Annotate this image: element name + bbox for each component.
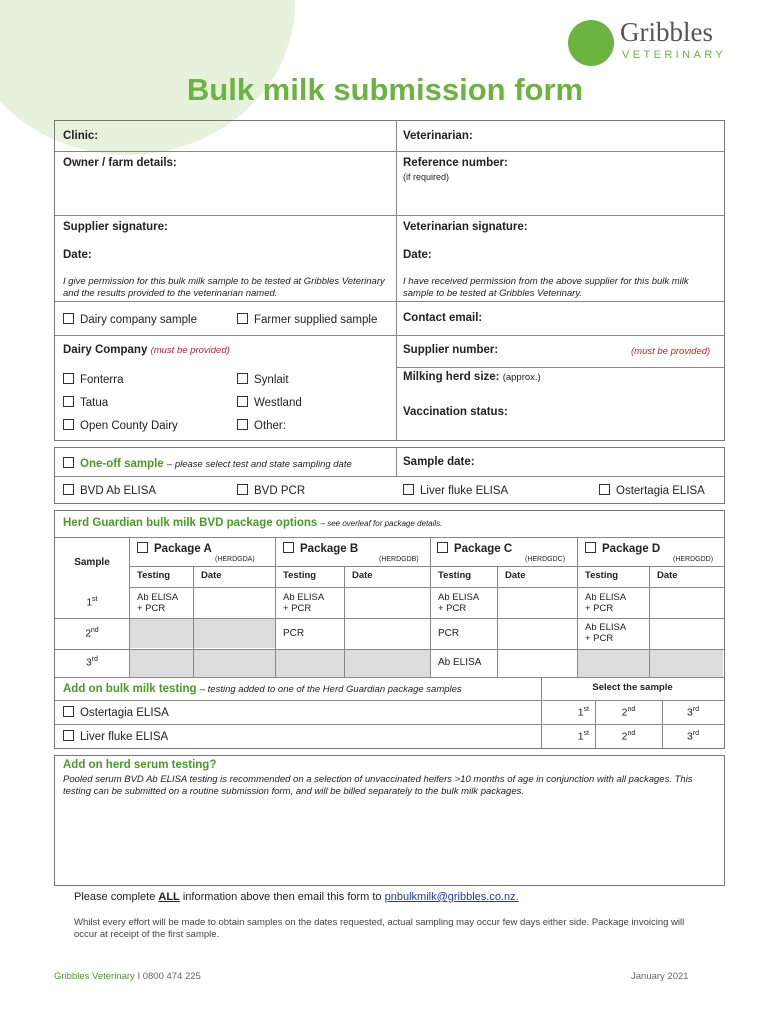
footer-company: Gribbles Veterinary I 0800 474 225 [54,971,201,982]
herd-guardian-section [54,510,725,749]
brand-name: Gribbles [620,17,713,47]
herd-serum-section [54,755,725,886]
footer-date: January 2021 [631,971,689,982]
liver-fluke-3rd-option[interactable]: 3rd [686,730,700,743]
ostertagia-3rd-option[interactable]: 3rd [686,706,700,719]
open-county-dairy-checkbox[interactable]: Open County Dairy [63,419,178,432]
westland-checkbox[interactable]: Westland [237,396,302,409]
clinic-field[interactable]: Clinic: [63,130,99,142]
email-instruction: Please complete ALL information above then email this form to pnbulkmilk@gribbles.co.nz. [74,891,519,903]
email-link[interactable]: pnbulkmilk@gribbles.co.nz. [384,891,519,903]
herd-serum-text: Pooled serum BVD Ab ELISA testing is recommended on a selection of unvaccinated heifers >10 months of age in conjunction with all packages. This testing can be submitted on a routine submission form, and will be billed separately to the bulk milk packages. [63,774,693,797]
ostertagia-elisa-checkbox[interactable]: Ostertagia ELISA [599,484,705,497]
ostertagia-2nd-option[interactable]: 2nd [621,706,636,719]
row-1st-label: 1st [86,596,98,609]
sample-date-field[interactable]: Sample date: [403,456,475,468]
synlait-checkbox[interactable]: Synlait [237,373,289,386]
tatua-checkbox[interactable]: Tatua [63,396,108,409]
addon-liver-fluke-checkbox[interactable]: Liver fluke ELISA [63,730,168,743]
brand-sub: VETERINARY [622,49,727,61]
supplier-permission: I give permission for this bulk milk sample to be tested at Gribbles Veterinary and the results provided to the veterinarian named. [63,276,385,299]
fonterra-checkbox[interactable]: Fonterra [63,373,123,386]
package-a-checkbox[interactable]: Package A [137,542,212,555]
testing-header-b: Testing [283,570,317,581]
package-a-code: (HERDGDA) [215,556,255,563]
vet-date-field[interactable]: Date: [403,249,432,261]
page-title: Bulk milk submission form [186,72,584,107]
package-b-code: (HERDGDB) [379,556,419,563]
dairy-company-label: Dairy Company (must be provided) [63,344,230,356]
herd-guardian-title: Herd Guardian bulk milk BVD package options – see overleaf for package details. [63,517,443,529]
vet-permission: I have received permission from the above supplier for this bulk milk sample to be tested at Gribbles Veterinary. [403,276,689,299]
vaccination-status-field[interactable]: Vaccination status: [403,406,508,418]
dairy-company-sample-checkbox[interactable]: Dairy company sample [63,313,197,326]
date-header-b: Date [352,570,373,581]
date-header-c: Date [505,570,526,581]
date-header-d: Date [657,570,678,581]
liver-fluke-elisa-checkbox[interactable]: Liver fluke ELISA [403,484,508,497]
supplier-number-field[interactable]: Supplier number: [403,344,499,356]
one-off-section [54,447,725,504]
row1-d-testing: Ab ELISA + PCR [585,592,627,614]
farmer-supplied-sample-checkbox[interactable]: Farmer supplied sample [237,313,377,326]
package-c-code: (HERDGDC) [525,556,566,563]
owner-field[interactable]: Owner / farm details: [63,157,177,169]
liver-fluke-2nd-option[interactable]: 2nd [621,730,636,743]
row-3rd-label: 3rd [86,656,98,669]
sample-header: Sample [74,557,110,568]
package-c-checkbox[interactable]: Package C [437,542,512,555]
herd-serum-title: Add on herd serum testing? [63,759,217,771]
addon-title: Add on bulk milk testing – testing added to one of the Herd Guardian package samples [63,683,462,695]
bvd-ab-elisa-checkbox[interactable]: BVD Ab ELISA [63,484,156,497]
row2-b-testing: PCR [283,628,305,639]
nz-map-icon [568,20,614,66]
sampling-note: Whilst every effort will be made to obtain samples on the dates requested, actual sampling may occur few days either side. Package invoicing will occur at receipt of the first sample. [74,917,685,940]
one-off-sample-checkbox[interactable]: One-off sample – please select test and state sampling date [63,457,352,470]
row2-d-testing: Ab ELISA + PCR [585,622,627,644]
package-b-checkbox[interactable]: Package B [283,542,358,555]
other-company-checkbox[interactable]: Other: [237,419,286,432]
package-d-checkbox[interactable]: Package D [585,542,660,555]
addon-ostertagia-checkbox[interactable]: Ostertagia ELISA [63,706,169,719]
date-header-a: Date [201,570,222,581]
row2-c-testing: PCR [438,628,460,639]
vet-signature-field[interactable]: Veterinarian signature: [403,221,528,233]
supplier-number-required: (must be provided) [631,346,711,357]
liver-fluke-1st-option[interactable]: 1st [577,730,589,743]
testing-header-a: Testing [137,570,171,581]
row-2nd-label: 2nd [85,627,99,640]
row1-a-testing: Ab ELISA + PCR [137,592,179,614]
gribbles-logo [568,18,748,68]
milking-herd-size-field[interactable]: Milking herd size: (approx.) [403,371,541,383]
testing-header-c: Testing [438,570,472,581]
bvd-pcr-checkbox[interactable]: BVD PCR [237,484,305,497]
row3-c-testing: Ab ELISA [438,657,482,668]
ostertagia-1st-option[interactable]: 1st [577,706,589,719]
row1-b-testing: Ab ELISA + PCR [283,592,325,614]
veterinarian-field[interactable]: Veterinarian: [403,130,473,142]
reference-field[interactable]: Reference number: [403,157,508,169]
contact-email-field[interactable]: Contact email: [403,312,483,324]
supplier-signature-field[interactable]: Supplier signature: [63,221,168,233]
testing-header-d: Testing [585,570,619,581]
row1-c-testing: Ab ELISA + PCR [438,592,480,614]
select-sample-header: Select the sample [592,682,673,693]
details-section [54,120,725,441]
reference-note: (if required) [403,172,450,182]
package-d-code: (HERDGDD) [673,556,714,563]
supplier-date-field[interactable]: Date: [63,249,92,261]
